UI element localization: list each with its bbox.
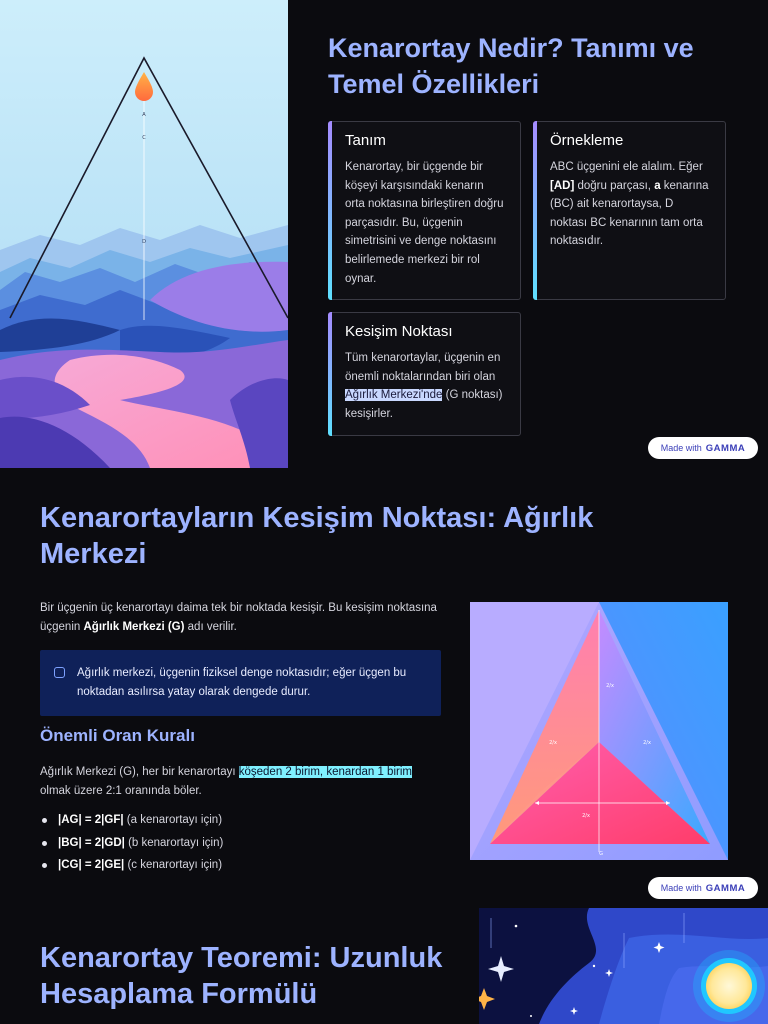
highlight-agirlik-merkezi: Ağırlık Merkezi'nde (345, 389, 443, 402)
ratio-rule-text: Ağırlık Merkezi (G), her bir kenarortayı köşeden 2 birim, kenardan 1 birim olmak üzere 2:1 oranında böler. (40, 766, 412, 797)
card-tanim-heading: Tanım (345, 132, 386, 149)
slide-1-title: Kenarortay Nedir? Tanımı ve Temel Özellikleri (328, 33, 694, 99)
made-with-gamma-badge[interactable]: Made with GAMMA (648, 877, 758, 899)
ratio-list (40, 809, 223, 877)
triangle-landscape-illustration (0, 0, 288, 468)
card-accent-bar (533, 121, 537, 300)
highlight-ratio: köşeden 2 birim, kenardan 1 birim (238, 766, 412, 778)
slide-3-title: Kenarortay Teoremi: Uzunluk Hesaplama Formülü (40, 942, 443, 1010)
note-callout-text: Ağırlık merkezi, üçgenin fiziksel denge noktasıdır; eğer üçgen bu noktadan asılırsa yatay olarak dengede durur. (77, 667, 407, 698)
card-kesisim (328, 312, 521, 436)
point-label-g: G (599, 851, 603, 857)
segment-label-top: 2/x (606, 683, 614, 689)
segment-label-right: 2/x (643, 740, 651, 746)
list-item: |AG| = 2|GF| (a kenarortayı için) (40, 809, 223, 832)
note-callout (40, 650, 441, 716)
vertex-label-c: C (142, 135, 146, 141)
segment-label-left: 2/x (549, 740, 557, 746)
slide-2 (0, 468, 768, 908)
point-label-d: D (142, 239, 146, 245)
night-sky-illustration (479, 908, 768, 1024)
slide-1 (0, 0, 768, 468)
card-kesisim-body: Tüm kenarortaylar, üçgenin en önemli noktalarından biri olan Ağırlık Merkezi'nde (G noktası) kesişirler. (345, 352, 503, 420)
made-with-gamma-badge[interactable]: Made with GAMMA (648, 437, 758, 459)
card-tanim (328, 121, 521, 300)
note-icon (54, 667, 65, 678)
gamma-logo: GAMMA (705, 442, 746, 454)
card-ornekleme-heading: Örnekleme (550, 132, 624, 149)
card-kesisim-heading: Kesişim Noktası (345, 323, 453, 340)
slide-2-intro: Bir üçgenin üç kenarortayı daima tek bir noktada kesişir. Bu kesişim noktasına üçgenin Ağırlık Merkezi (G) adı verilir. (40, 602, 437, 633)
centroid-triangle-diagram (470, 602, 728, 860)
card-accent-bar (328, 121, 332, 300)
list-item: |CG| = 2|GE| (c kenarortayı için) (40, 854, 223, 877)
card-accent-bar (328, 312, 332, 436)
list-item: |BG| = 2|GD| (b kenarortayı için) (40, 832, 223, 855)
segment-label-bottom: 2/x (582, 813, 590, 819)
gamma-logo: GAMMA (705, 882, 746, 894)
card-ornekleme (533, 121, 726, 300)
vertex-label-a: A (142, 112, 146, 118)
slide-3 (0, 908, 768, 1024)
slide-2-title: Kenarortayların Kesişim Noktası: Ağırlık Merkezi (40, 502, 594, 570)
card-ornekleme-body: ABC üçgenini ele alalım. Eğer [AD] doğru parçası, a kenarına (BC) ait kenarortaysa, D noktası BC kenarının tam orta noktasıdır. (550, 161, 709, 248)
card-tanim-body: Kenarortay, bir üçgende bir köşeyi karşısındaki kenarın orta noktasına birleştiren doğru parçasıdır. Bu, üçgenin simetrisini ve denge noktasını belirlemede merkezi bir rol oynar. (345, 161, 504, 285)
slide-2-subtitle: Önemli Oran Kuralı (40, 726, 195, 745)
